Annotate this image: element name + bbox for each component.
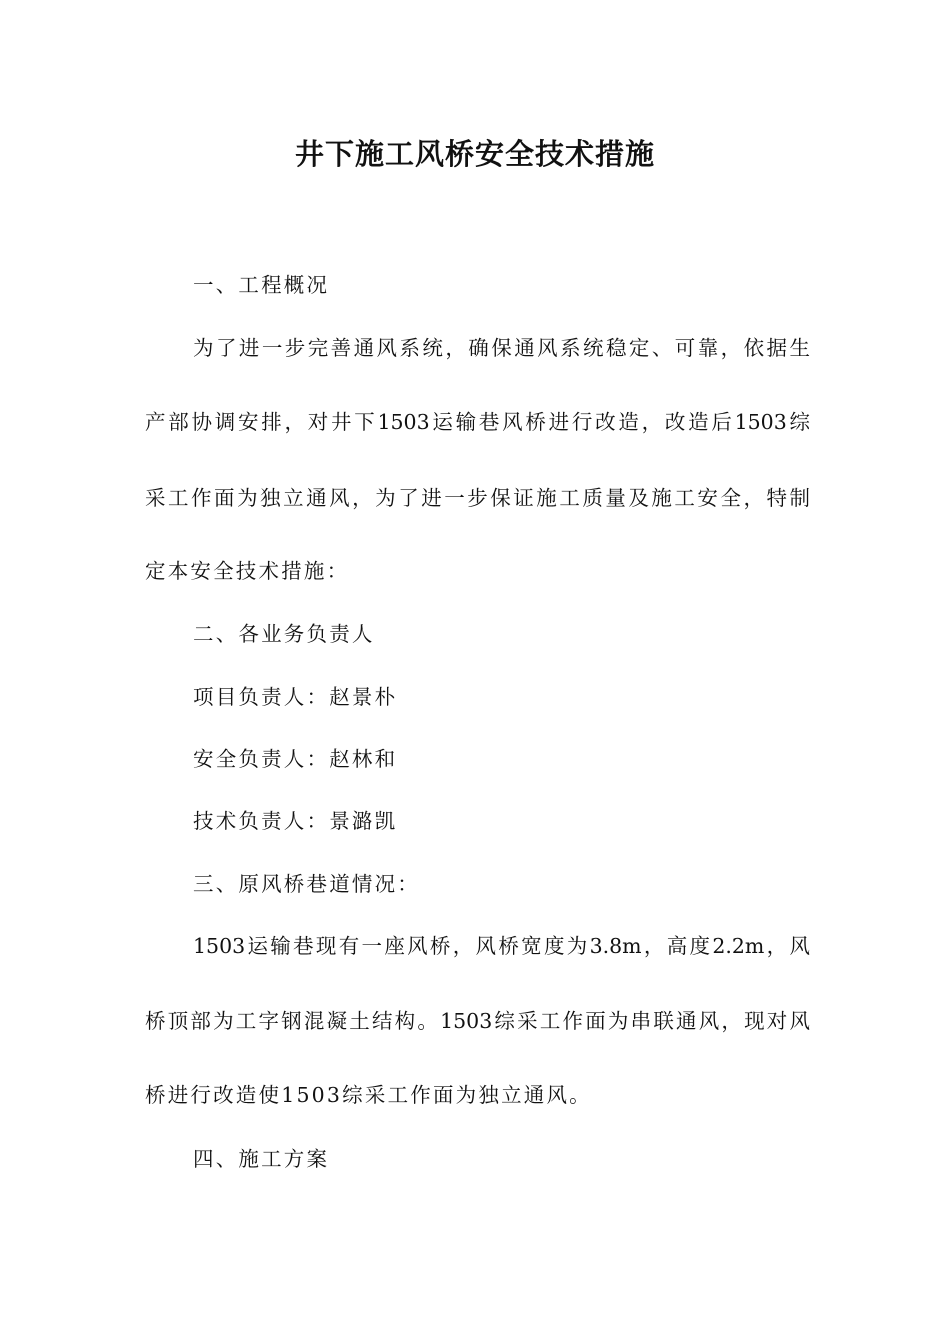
project-lead-line: 项目负责人：赵景朴 <box>193 685 398 709</box>
safety-lead-line: 安全负责人：赵林和 <box>193 747 398 771</box>
paragraph-line: 桥进行改造使1503综采工作面为独立通风。 <box>145 1083 592 1107</box>
paragraph-line: 产部协调安排，对井下1503运输巷风桥进行改造，改造后1503综 <box>145 410 810 434</box>
document-title: 井下施工风桥安全技术措施 <box>294 137 655 171</box>
section-heading-construction-plan: 四、施工方案 <box>193 1147 330 1171</box>
paragraph-line: 为了进一步完善通风系统，确保通风系统稳定、可靠，依据生 <box>193 336 810 360</box>
paragraph-line: 定本安全技术措施： <box>145 559 350 583</box>
technical-lead-line: 技术负责人：景潞凯 <box>193 809 398 833</box>
paragraph-line: 1503运输巷现有一座风桥，风桥宽度为3.8m，高度2.2m，风 <box>193 934 810 958</box>
section-heading-overview: 一、工程概况 <box>193 273 330 297</box>
paragraph-line: 桥顶部为工字钢混凝土结构。1503综采工作面为串联通风，现对风 <box>145 1009 810 1033</box>
section-heading-original-bridge: 三、原风桥巷道情况： <box>193 872 420 896</box>
paragraph-line: 采工作面为独立通风，为了进一步保证施工质量及施工安全，特制 <box>145 486 810 510</box>
section-heading-responsible: 二、各业务负责人 <box>193 622 375 646</box>
